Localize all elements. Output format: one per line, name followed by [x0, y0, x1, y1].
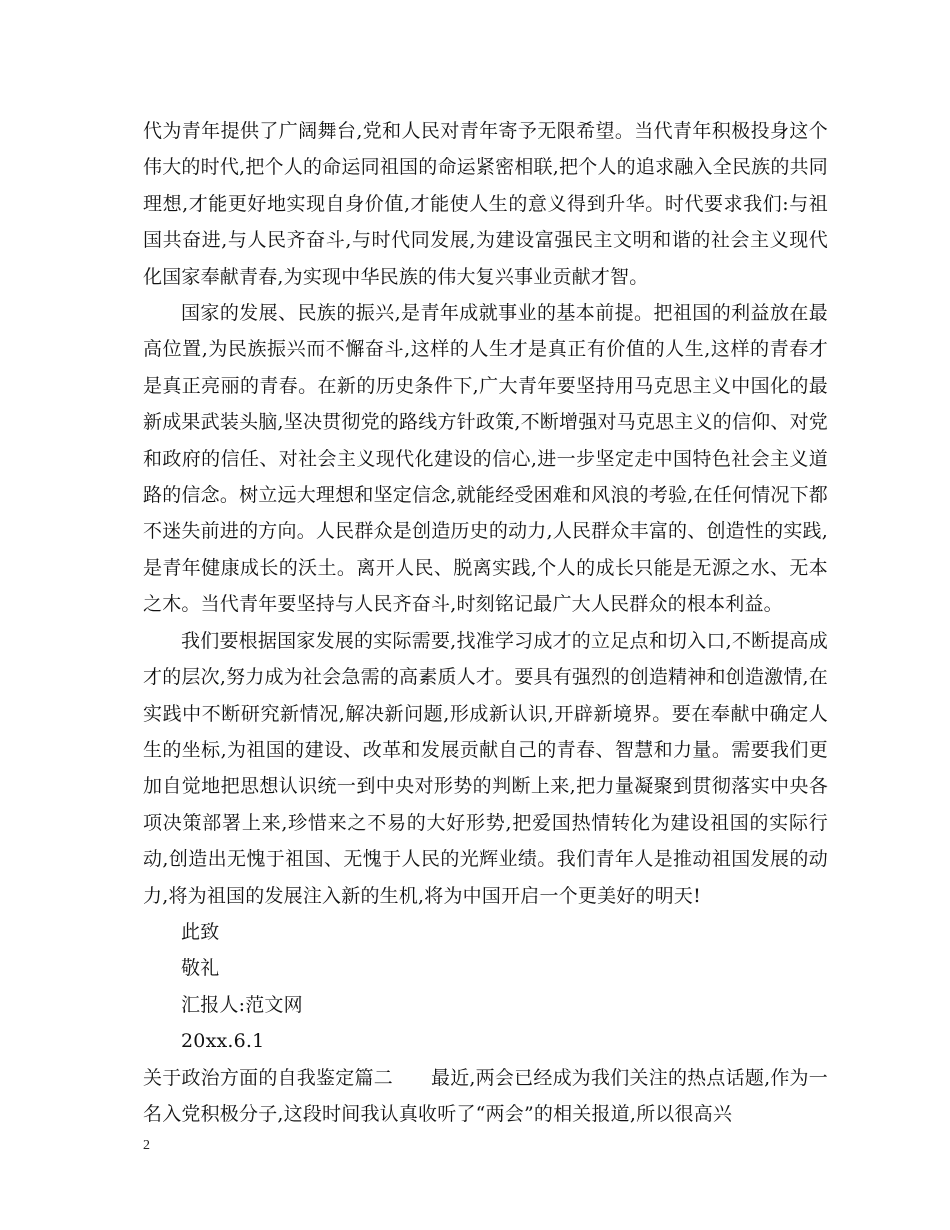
paragraph-1: 代为青年提供了广阔舞台,党和人民对青年寄予无限希望。当代青年积极投身这个伟大的时代,把个人的命运同祖国的命运紧密相联,把个人的追求融入全民族的共同理想,才能更好地实现自身价值,才能使人生的意义得到升华。时代要求我们:与祖国共奋进,与人民齐奋斗,与时代同发展,为建设富强民主文明和谐的社会主义现代化国家奉献青春,为实现中华民族的伟大复兴事业贡献才智。 — [143, 120, 828, 288]
closing-regards: 敬礼 — [181, 957, 220, 980]
section-intro-text: 最近,两会已经成为我们关注的热点话题,作为一名入党积极分子,这段时间我认真收听了“两会”的相关报道,所以很高兴 — [143, 1066, 828, 1125]
section-heading: 关于政治方面的自我鉴定篇二 — [143, 1066, 393, 1089]
closing-salutation: 此致 — [181, 920, 220, 943]
document-body — [143, 113, 828, 1132]
paragraph-3: 我们要根据国家发展的实际需要,找准学习成才的立足点和切入口,不断提高成才的层次,努力成为社会急需的高素质人才。要具有强烈的创造精神和创造激情,在实践中不断研究新情况,解决新问题,形成新认识,开辟新境界。要在奉献中确定人生的坐标,为祖国的建设、改革和发展贡献自己的青春、智慧和力量。需要我们更加自觉地把思想认识统一到中央对形势的判断上来,把力量凝聚到贯彻落实中央各项决策部署上来,珍惜来之不易的大好形势,把爱国热情转化为建设祖国的实际行动,创造出无愧于祖国、无愧于人民的光辉业绩。我们青年人是推动祖国发展的动力,将为祖国的发展注入新的生机,将为中国开启一个更美好的明天! — [143, 629, 828, 907]
paragraph-2: 国家的发展、民族的振兴,是青年成就事业的基本前提。把祖国的利益放在最高位置,为民族振兴而不懈奋斗,这样的人生才是真正有价值的人生,这样的青春才是真正亮丽的青春。在新的历史条件下,广大青年要坚持用马克思主义中国化的最新成果武装头脑,坚决贯彻党的路线方针政策,不断增强对马克思主义的信仰、对党和政府的信任、对社会主义现代化建设的信心,进一步坚定走中国特色社会主义道路的信念。树立远大理想和坚定信念,就能经受困难和风浪的考验,在任何情况下都不迷失前进的方向。人民群众是创造历史的动力,人民群众丰富的、创造性的实践,是青年健康成长的沃土。离开人民、脱离实践,个人的成长只能是无源之水、无本之木。当代青年要坚持与人民齐奋斗,时刻铭记最广大人民群众的根本利益。 — [143, 302, 828, 616]
reporter-line: 汇报人:范文网 — [181, 993, 303, 1016]
report-date: 20xx.6.1 — [181, 1030, 265, 1053]
page-number: 2 — [143, 1138, 150, 1153]
next-section — [143, 1060, 828, 1133]
